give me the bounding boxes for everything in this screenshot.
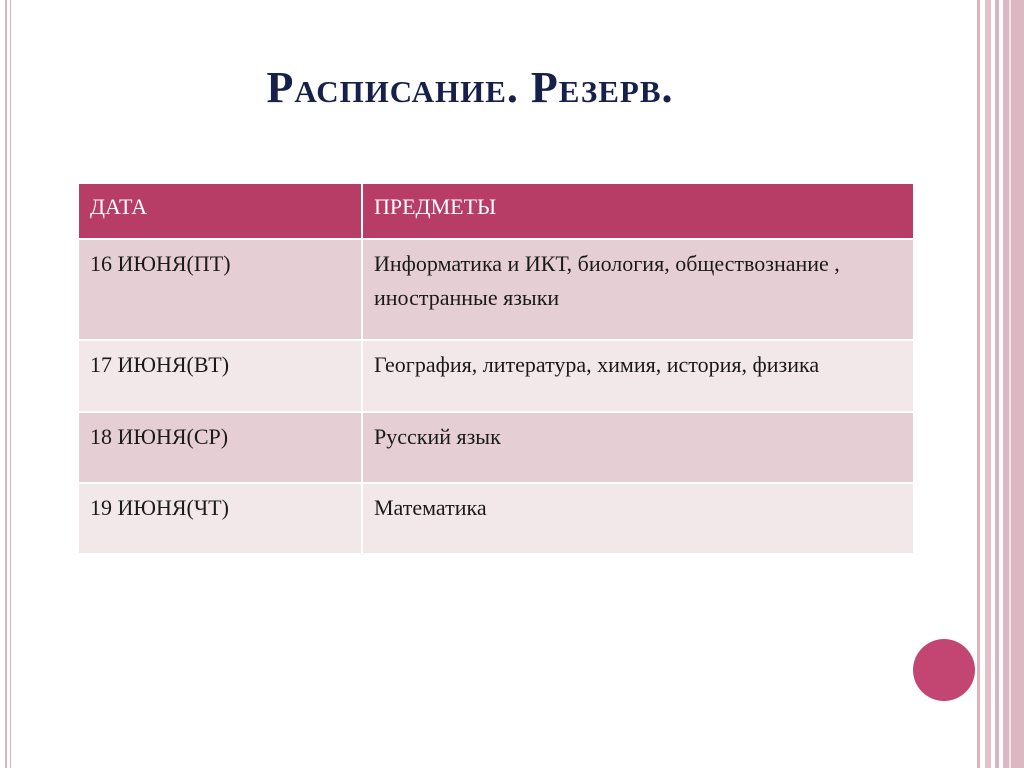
date-cell: 18 ИЮНЯ(СР) <box>78 412 362 483</box>
date-cell: 16 ИЮНЯ(ПТ) <box>78 239 362 340</box>
schedule-table <box>77 182 915 555</box>
right-border-stripe <box>977 0 980 768</box>
right-border-stripe <box>985 0 991 768</box>
right-border-stripe <box>995 0 999 768</box>
subjects-cell: География, литература, химия, история, физика <box>362 340 914 412</box>
table-row <box>78 483 914 554</box>
slide-title: Расписание. Резерв. <box>266 63 674 112</box>
decorative-circle <box>913 639 975 701</box>
right-border-stripe <box>1003 0 1024 768</box>
table-row <box>78 239 914 340</box>
subjects-cell: Математика <box>362 483 914 554</box>
table-row <box>78 412 914 483</box>
header-subjects: ПРЕДМЕТЫ <box>362 183 914 239</box>
subjects-cell: Русский язык <box>362 412 914 483</box>
table-row <box>78 340 914 412</box>
date-cell: 17 ИЮНЯ(ВТ) <box>78 340 362 412</box>
left-border-line <box>5 0 7 768</box>
header-date: ДАТА <box>78 183 362 239</box>
table-header-row <box>78 183 914 239</box>
right-border-stripe <box>1009 0 1011 768</box>
left-border-line <box>10 0 11 768</box>
subjects-cell: Информатика и ИКТ, биология, обществознание , иностранные языки <box>362 239 914 340</box>
date-cell: 19 ИЮНЯ(ЧТ) <box>78 483 362 554</box>
